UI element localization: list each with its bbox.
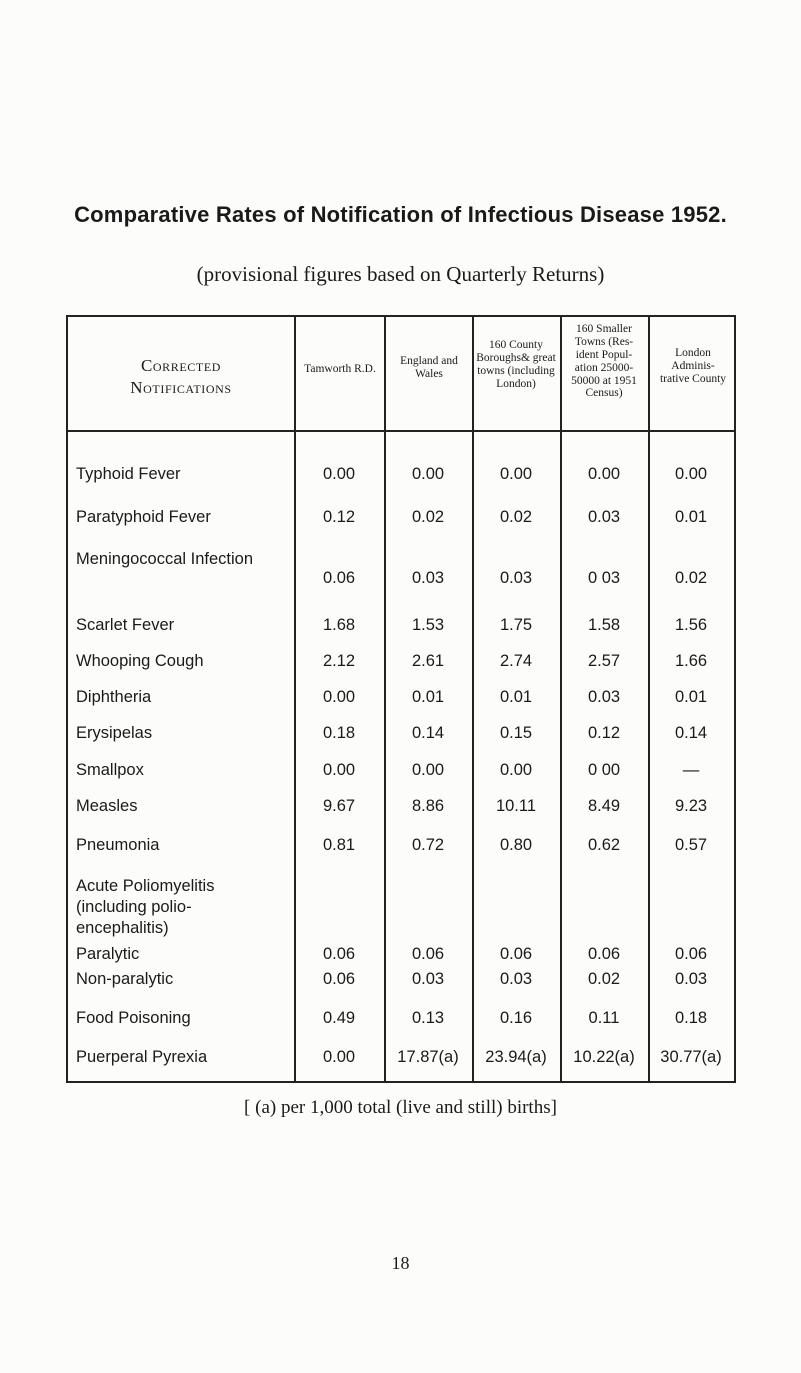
row-label-meningococcal-infection: Meningococcal Infection xyxy=(76,550,254,568)
row-label-scarlet-fever: Scarlet Fever xyxy=(76,616,175,634)
table-cell: 17.87(a) xyxy=(397,1048,459,1066)
page-subtitle: (provisional figures based on Quarterly Returns) xyxy=(196,262,605,286)
row-label-diphtheria: Diphtheria xyxy=(76,688,152,706)
table-cell: 0.72 xyxy=(411,836,445,854)
table-cell: 2.57 xyxy=(587,652,621,670)
table-cell: 2.61 xyxy=(411,652,445,670)
table-cell: 0.00 xyxy=(411,465,445,483)
table-cell: 0.11 xyxy=(588,1009,620,1027)
page-title: Comparative Rates of Notification of Infectious Disease 1952. xyxy=(74,202,727,227)
table-cell: 0.12 xyxy=(587,724,621,742)
table-cell: 0.00 xyxy=(322,761,356,779)
table-cell: 1.58 xyxy=(587,616,621,634)
table-cell: 1.68 xyxy=(322,616,356,634)
table-cell: 0.03 xyxy=(499,970,533,988)
row-label-food-poisoning: Food Poisoning xyxy=(76,1009,191,1027)
table-cell: 0.01 xyxy=(674,688,708,706)
header-london-county: London Adminis- trative County xyxy=(659,347,727,385)
table-cell: 0.00 xyxy=(322,465,356,483)
table-cell: 0.06 xyxy=(322,945,356,963)
table-cell: 0.06 xyxy=(674,945,708,963)
table-bottom-border xyxy=(66,1081,736,1083)
table-cell: 0 03 xyxy=(587,569,621,587)
table-cell: 0.06 xyxy=(322,569,356,587)
notification-rates-table xyxy=(66,315,736,1082)
table-cell: 9.23 xyxy=(674,797,708,815)
row-label-paralytic: Paralytic xyxy=(76,945,140,963)
table-cell: 0.06 xyxy=(499,945,533,963)
table-cell: 0.00 xyxy=(587,465,621,483)
table-cell: 30.77(a) xyxy=(660,1048,722,1066)
table-cell: 0.57 xyxy=(674,836,708,854)
page-number: 18 xyxy=(391,1253,410,1273)
table-cell: 0.18 xyxy=(322,724,356,742)
table-cell: 10.22(a) xyxy=(573,1048,635,1066)
table-cell: 0.62 xyxy=(587,836,621,854)
row-label-measles: Measles xyxy=(76,797,138,815)
table-cell: 0.49 xyxy=(322,1009,356,1027)
table-cell: 0.00 xyxy=(322,1048,356,1066)
table-cell: 0.01 xyxy=(499,688,533,706)
row-label-non-paralytic: Non-paralytic xyxy=(76,970,174,988)
table-cell: 0.01 xyxy=(411,688,445,706)
table-cell: 1.66 xyxy=(674,652,708,670)
table-cell: 0.03 xyxy=(674,970,708,988)
table-cell: 0.13 xyxy=(411,1009,445,1027)
table-cell: 0.01 xyxy=(674,508,708,526)
table-cell: 0.14 xyxy=(674,724,708,742)
table-cell: 0.02 xyxy=(587,970,621,988)
table-cell: 1.75 xyxy=(499,616,533,634)
row-label-whooping-cough: Whooping Cough xyxy=(76,652,204,670)
row-label-pneumonia: Pneumonia xyxy=(76,836,160,854)
header-smaller-towns: 160 Smaller Towns (Res- ident Popul- ation 25000- 50000 at 1951 Census) xyxy=(571,323,637,400)
row-label-typhoid-fever: Typhoid Fever xyxy=(76,465,181,483)
table-cell: 0.00 xyxy=(674,465,708,483)
table-cell: 9.67 xyxy=(322,797,356,815)
table-cell: 0.00 xyxy=(499,465,533,483)
table-cell: 0.81 xyxy=(322,836,356,854)
header-tamworth: Tamworth R.D. xyxy=(304,363,376,375)
header-england-wales: England and Wales xyxy=(400,355,458,380)
footnote: [ (a) per 1,000 total (live and still) births] xyxy=(244,1097,557,1118)
header-separator xyxy=(66,430,736,432)
table-cell: 0.16 xyxy=(499,1009,533,1027)
table-top-border xyxy=(66,315,736,317)
table-cell: 0.02 xyxy=(674,569,708,587)
row-label-paratyphoid-fever: Paratyphoid Fever xyxy=(76,508,211,526)
table-cell: 2.12 xyxy=(322,652,356,670)
table-cell: 0.12 xyxy=(322,508,356,526)
table-cell: 1.53 xyxy=(411,616,445,634)
table-cell: 8.86 xyxy=(411,797,445,815)
table-cell: 0.80 xyxy=(499,836,533,854)
table-cell: 0.03 xyxy=(587,688,621,706)
row-label-puerperal-pyrexia: Puerperal Pyrexia xyxy=(76,1048,208,1066)
header-county-boroughs: 160 County Boroughs& great towns (including London) xyxy=(476,339,556,390)
table-right-border xyxy=(734,315,736,1082)
table-cell: 0 00 xyxy=(587,761,621,779)
table-cell: 0.03 xyxy=(499,569,533,587)
table-cell: 0.18 xyxy=(674,1009,708,1027)
table-cell: 0.15 xyxy=(499,724,533,742)
table-cell: — xyxy=(682,761,700,779)
table-cell: 0.06 xyxy=(411,945,445,963)
row-label-erysipelas: Erysipelas xyxy=(76,724,153,742)
table-cell: 0.02 xyxy=(411,508,445,526)
table-cell: 0.00 xyxy=(499,761,533,779)
table-cell: 8.49 xyxy=(587,797,621,815)
table-cell: 0.03 xyxy=(587,508,621,526)
table-left-border xyxy=(66,315,68,1082)
table-cell: 0.06 xyxy=(587,945,621,963)
table-cell: 10.11 xyxy=(495,797,537,815)
table-cell: 1.56 xyxy=(674,616,708,634)
table-cell: 0.14 xyxy=(411,724,445,742)
table-cell: 0.06 xyxy=(322,970,356,988)
table-cell: 0.03 xyxy=(411,569,445,587)
table-cell: 0.03 xyxy=(411,970,445,988)
table-cell: 0.02 xyxy=(499,508,533,526)
table-cell: 0.00 xyxy=(411,761,445,779)
header-corrected-notifications: Corrected Notifications xyxy=(130,356,232,398)
table-cell: 23.94(a) xyxy=(485,1048,547,1066)
row-label-smallpox: Smallpox xyxy=(76,761,144,779)
table-cell: 0.00 xyxy=(322,688,356,706)
row-label-acute-poliomyelitis: Acute Poliomyelitis (including polio- encephalitis) xyxy=(76,877,215,937)
table-cell: 2.74 xyxy=(499,652,533,670)
